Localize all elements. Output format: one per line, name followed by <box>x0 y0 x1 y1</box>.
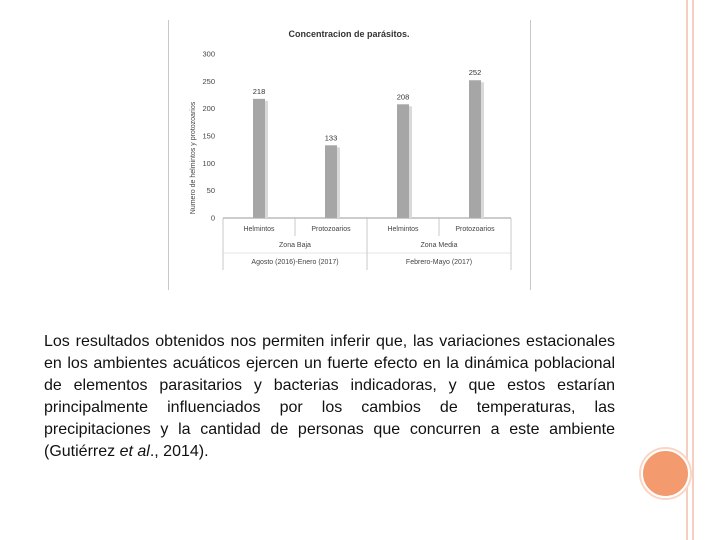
bar-chart <box>169 20 530 290</box>
y-tick-label: 300 <box>202 49 215 59</box>
zone-label: Zona Media <box>420 242 458 249</box>
y-axis-label: Numero de helmintos y protozoarios <box>190 101 197 215</box>
data-label: 133 <box>324 133 338 143</box>
paragraph-end: ., 2014). <box>149 443 209 460</box>
y-tick-label: 200 <box>202 104 215 114</box>
border-line-right <box>692 0 694 540</box>
chart-frame <box>168 20 531 290</box>
data-label: 252 <box>468 68 482 78</box>
x-labels-group <box>243 226 495 266</box>
x-tick-label: Protozoarios <box>455 226 495 233</box>
body-paragraph <box>44 331 615 463</box>
paragraph-italic: et al <box>119 443 150 460</box>
bar <box>397 104 409 218</box>
decorative-circle <box>641 449 690 498</box>
x-tick-label: Helmintos <box>387 226 419 233</box>
y-tick-label: 150 <box>202 131 215 141</box>
data-label: 208 <box>396 92 410 102</box>
chart-title: Concentracion de parásitos. <box>288 29 410 39</box>
y-tick-label: 0 <box>210 213 215 223</box>
bar <box>469 80 481 218</box>
bars-group <box>253 68 484 218</box>
bar <box>253 99 265 218</box>
data-label: 218 <box>252 86 266 96</box>
decorative-border-lines <box>686 0 696 540</box>
paragraph-text: Los resultados obtenidos nos permiten inferir que, las variaciones estacionales en los ambientes acuáticos ejercen un fuerte efecto en la dinámica poblacional de elementos parasitarios y bacterias indicadoras, y que estos estarían principalmente influenciados por los cambios de temperaturas, las precipitaciones y la cantidad de personas que concurren a este ambiente (Gutiérrez <box>44 333 615 460</box>
y-tick-label: 100 <box>202 158 215 168</box>
border-line-left <box>686 0 688 540</box>
x-tick-label: Helmintos <box>243 226 275 233</box>
x-tick-label: Protozoarios <box>311 226 351 233</box>
period-label: Agosto (2016)-Enero (2017) <box>251 259 339 266</box>
bar <box>325 145 337 218</box>
axes <box>202 50 511 271</box>
period-label: Febrero-Mayo (2017) <box>405 259 473 266</box>
y-tick-label: 50 <box>206 186 215 196</box>
y-tick-label: 250 <box>202 76 215 86</box>
zone-label: Zona Baja <box>279 242 311 249</box>
